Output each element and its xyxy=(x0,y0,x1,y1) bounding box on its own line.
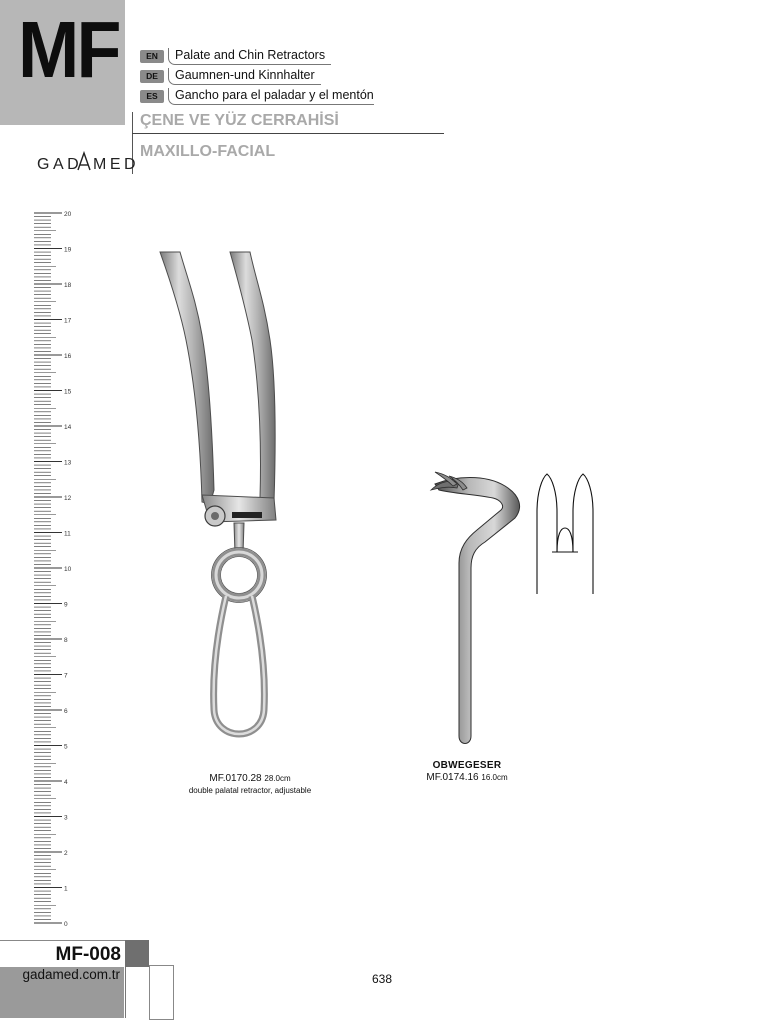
language-badge-en: EN xyxy=(140,50,164,63)
ruler-label: 13 xyxy=(64,459,72,467)
ruler-label: 6 xyxy=(64,708,68,715)
obwegeser-retractor-image xyxy=(425,468,525,748)
language-badge-de: DE xyxy=(140,70,164,83)
language-badge-es: ES xyxy=(140,90,164,103)
title-es: Gancho para el paladar y el mentón xyxy=(168,88,374,105)
brand-logo xyxy=(37,150,140,174)
footer-column-1 xyxy=(125,967,150,1018)
ruler-label: 7 xyxy=(64,672,68,680)
ruler-label: 11 xyxy=(64,530,71,538)
category-title-tr: ÇENE VE YÜZ CERRAHİSİ xyxy=(140,112,339,129)
footer-gray-square xyxy=(125,940,149,967)
product-label-1 xyxy=(150,773,350,797)
ruler-label: 9 xyxy=(64,601,68,609)
svg-text:MED: MED xyxy=(93,156,140,173)
ruler-label: 1 xyxy=(64,885,68,893)
product-description-1: double palatal retractor, adjustable xyxy=(188,786,312,795)
footer-page-code: MF-008 xyxy=(55,944,121,965)
ruler-label: 5 xyxy=(64,743,68,751)
ruler-label: 3 xyxy=(64,814,68,822)
svg-text:GAD: GAD xyxy=(37,156,83,173)
ruler-label: 10 xyxy=(64,566,72,573)
section-code: MF xyxy=(18,5,119,94)
ruler-label: 16 xyxy=(64,353,72,360)
ruler-label: 20 xyxy=(64,211,72,218)
product-code-2: MF.0174.16 xyxy=(426,772,479,783)
ruler-label: 4 xyxy=(64,779,68,786)
ruler-label: 17 xyxy=(64,317,72,325)
product-label-2 xyxy=(402,760,532,784)
product-size-1: 28.0cm xyxy=(264,774,291,783)
ruler-label: 18 xyxy=(64,282,72,289)
ruler-label: 0 xyxy=(64,921,68,928)
ruler-label: 19 xyxy=(64,246,72,254)
ruler-label: 15 xyxy=(64,388,72,396)
ruler-label: 14 xyxy=(64,424,72,431)
footer-column-2 xyxy=(149,965,174,1020)
ruler-label: 8 xyxy=(64,637,68,644)
product-name-2: OBWEGESER xyxy=(432,760,502,771)
obwegeser-blade-outline xyxy=(534,472,604,594)
measurement-ruler xyxy=(34,205,84,935)
language-row-es xyxy=(140,88,374,104)
category-divider-horizontal xyxy=(132,133,444,134)
palatal-retractor-image xyxy=(140,240,300,760)
ruler-label: 12 xyxy=(64,495,72,502)
footer-website: gadamed.com.tr xyxy=(22,967,120,982)
category-title-en: MAXILLO-FACIAL xyxy=(140,143,276,160)
language-row-en xyxy=(140,48,331,64)
title-en: Palate and Chin Retractors xyxy=(168,48,331,65)
language-row-de xyxy=(140,68,321,84)
ruler-label: 2 xyxy=(64,850,68,857)
product-code-1: MF.0170.28 xyxy=(209,773,262,784)
product-size-2: 16.0cm xyxy=(481,773,508,782)
title-de: Gaumnen-und Kinnhalter xyxy=(168,68,321,85)
page-number: 638 xyxy=(372,972,393,986)
